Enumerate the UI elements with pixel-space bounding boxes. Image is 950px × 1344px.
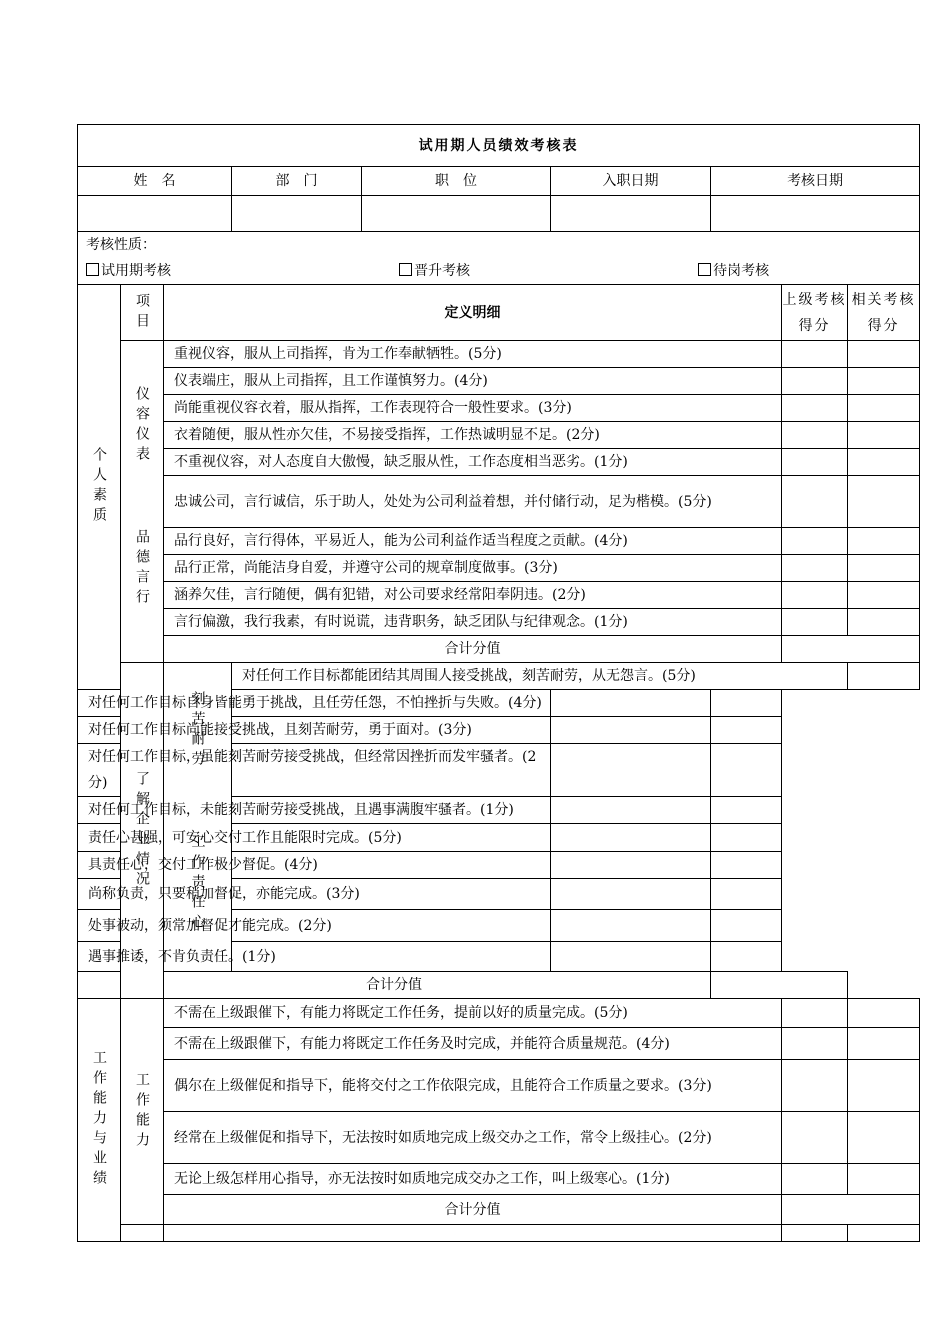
col-supervisor-score: 上级考核得分 <box>782 285 848 341</box>
subsection-ability: 工作能力 <box>121 999 164 1225</box>
subsection-responsibility: 工作责任心 <box>189 834 206 934</box>
supervisor-score-cell[interactable] <box>551 879 711 910</box>
total-label: 合计分值 <box>164 636 782 663</box>
col-detail-header: 定义明细 <box>164 285 782 341</box>
criteria-item: 涵养欠佳，言行随便，偶有犯错，对公司要求经常阳奉阴违。(2分) <box>164 582 782 609</box>
related-score-cell[interactable] <box>848 395 920 422</box>
total-score-cell[interactable] <box>782 1195 920 1225</box>
blank-cell <box>848 1225 920 1242</box>
blank-cell <box>121 1225 164 1242</box>
total-label: 合计分值 <box>78 972 711 999</box>
position-field[interactable] <box>362 196 551 232</box>
criteria-item: 品行正常，尚能洁身自爱，并遵守公司的规章制度做事。(3分) <box>164 555 782 582</box>
criteria-item: 重视仪容，服从上司指挥，肯为工作奉献牺牲。(5分) <box>164 341 782 368</box>
subsection-diligence: 刻苦耐劳 <box>189 691 206 771</box>
subsection-conduct: 品德言行 <box>134 528 150 609</box>
subsection-appearance-conduct <box>121 341 164 663</box>
related-score-cell[interactable] <box>848 1060 920 1112</box>
supervisor-score-cell[interactable] <box>551 942 711 972</box>
supervisor-score-cell[interactable] <box>782 555 848 582</box>
total-score-cell[interactable] <box>782 636 920 663</box>
related-score-cell[interactable] <box>711 879 782 910</box>
supervisor-score-cell[interactable] <box>782 1164 848 1195</box>
criteria-item: 品行良好，言行得体，平易近人，能为公司利益作适当程度之贡献。(4分) <box>164 528 782 555</box>
related-score-cell[interactable] <box>848 1164 920 1195</box>
section-enterprise: 了解企业情况 <box>121 663 164 999</box>
checkbox-icon[interactable] <box>698 263 711 276</box>
criteria-item: 对任何工作目标，虽能刻苦耐劳接受挑战，但经常因挫折而发牢骚者。(2分) <box>78 744 551 797</box>
criteria-item: 不需在上级跟催下，有能力将既定工作任务及时完成，并能符合质量规范。(4分) <box>164 1028 782 1060</box>
related-score-cell[interactable] <box>848 582 920 609</box>
related-score-cell[interactable] <box>848 555 920 582</box>
criteria-item: 具责任心，交付工作极少督促。(4分) <box>78 852 551 879</box>
appraisal-nature <box>78 232 920 285</box>
appraisal-date-field[interactable] <box>711 196 920 232</box>
option-probation[interactable]: 试用期考核 <box>86 258 171 284</box>
name-field[interactable] <box>78 196 232 232</box>
supervisor-score-cell[interactable] <box>551 824 711 852</box>
header-position: 职 位 <box>362 167 551 196</box>
criteria-item: 对任何工作目标自身皆能勇于挑战，且任劳任怨，不怕挫折与失败。(4分) <box>78 690 551 717</box>
related-score-cell[interactable] <box>848 476 920 528</box>
related-score-cell[interactable] <box>848 368 920 395</box>
criteria-item: 责任心甚强，可安心交付工作且能限时完成。(5分) <box>78 824 551 852</box>
subsection-appearance: 仪容仪表 <box>134 385 150 466</box>
supervisor-score-cell[interactable] <box>782 395 848 422</box>
col-related-score: 相关考核得分 <box>848 285 920 341</box>
supervisor-score-cell[interactable] <box>782 422 848 449</box>
supervisor-score-cell[interactable] <box>551 717 711 744</box>
related-score-cell[interactable] <box>848 609 920 636</box>
criteria-item: 不需在上级跟催下，有能力将既定工作任务，提前以好的质量完成。(5分) <box>164 999 782 1028</box>
supervisor-score-cell[interactable] <box>782 1112 848 1164</box>
criteria-item: 对任何工作目标，未能刻苦耐劳接受挑战，且遇事满腹牢骚者。(1分) <box>78 797 551 824</box>
blank-cell <box>782 1225 848 1242</box>
department-field[interactable] <box>232 196 362 232</box>
criteria-item: 对任何工作目标都能团结其周围人接受挑战，刻苦耐劳，从无怨言。(5分) <box>232 663 848 690</box>
supervisor-score-cell[interactable] <box>782 609 848 636</box>
supervisor-score-cell[interactable] <box>782 582 848 609</box>
criteria-item: 对任何工作目标尚能接受挑战，且刻苦耐劳，勇于面对。(3分) <box>78 717 551 744</box>
related-score-cell[interactable] <box>711 852 782 879</box>
supervisor-score-cell[interactable] <box>551 797 711 824</box>
criteria-item: 经常在上级催促和指导下，无法按时如质地完成上级交办之工作，常令上级挂心。(2分) <box>164 1112 782 1164</box>
header-entry-date: 入职日期 <box>551 167 711 196</box>
criteria-item: 处事被动，须常加督促才能完成。(2分) <box>78 910 551 942</box>
appraisal-form <box>77 124 920 1242</box>
entry-date-field[interactable] <box>551 196 711 232</box>
related-score-cell[interactable] <box>848 1112 920 1164</box>
header-appraisal-date: 考核日期 <box>711 167 920 196</box>
criteria-item: 尚称负责，只要稍加督促，亦能完成。(3分) <box>78 879 551 910</box>
supervisor-score-cell[interactable] <box>782 528 848 555</box>
criteria-item: 言行偏激，我行我素，有时说谎，违背职务，缺乏团队与纪律观念。(1分) <box>164 609 782 636</box>
related-score-cell[interactable] <box>711 910 782 942</box>
header-name: 姓 名 <box>78 167 232 196</box>
supervisor-score-cell[interactable] <box>551 852 711 879</box>
related-score-cell[interactable] <box>711 744 782 797</box>
criteria-item: 尚能重视仪容衣着，服从指挥，工作表现符合一般性要求。(3分) <box>164 395 782 422</box>
col-item-header: 项目 <box>121 285 164 341</box>
supervisor-score-cell[interactable] <box>551 744 711 797</box>
supervisor-score-cell[interactable] <box>551 910 711 942</box>
blank-cell <box>164 1225 782 1242</box>
criteria-item: 仪表端庄，服从上司指挥，且工作谨慎努力。(4分) <box>164 368 782 395</box>
nature-label: 考核性质： <box>86 237 156 253</box>
supervisor-score-cell[interactable] <box>782 1028 848 1060</box>
supervisor-score-cell[interactable] <box>782 1060 848 1112</box>
supervisor-score-cell[interactable] <box>551 690 711 717</box>
total-score-cell[interactable] <box>711 972 848 999</box>
supervisor-score-cell[interactable] <box>848 663 920 690</box>
related-score-cell[interactable] <box>711 717 782 744</box>
form-title: 试用期人员绩效考核表 <box>78 125 920 167</box>
header-department: 部 门 <box>232 167 362 196</box>
supervisor-score-cell[interactable] <box>782 999 848 1028</box>
related-score-cell[interactable] <box>848 999 920 1028</box>
criteria-item: 偶尔在上级催促和指导下，能将交付之工作依限完成，且能符合工作质量之要求。(3分) <box>164 1060 782 1112</box>
section-personal: 个人素质 <box>78 285 121 690</box>
criteria-item: 忠诚公司，言行诚信，乐于助人，处处为公司利益着想，并付储行动，足为楷模。(5分) <box>164 476 782 528</box>
section-ability: 工作能力与业绩 <box>78 999 121 1242</box>
related-score-cell[interactable] <box>711 824 782 852</box>
criteria-item: 不重视仪容，对人态度自大傲慢，缺乏服从性，工作态度相当恶劣。(1分) <box>164 449 782 476</box>
option-standby[interactable]: 待岗考核 <box>698 258 769 284</box>
checkbox-icon[interactable] <box>86 263 99 276</box>
checkbox-icon[interactable] <box>399 263 412 276</box>
related-score-cell[interactable] <box>711 690 782 717</box>
related-score-cell[interactable] <box>848 1028 920 1060</box>
related-score-cell[interactable] <box>711 942 782 972</box>
related-score-cell[interactable] <box>848 422 920 449</box>
total-label: 合计分值 <box>164 1195 782 1225</box>
supervisor-score-cell[interactable] <box>782 476 848 528</box>
criteria-item: 遇事推诿，不肯负责任。(1分) <box>78 942 551 972</box>
option-promotion[interactable]: 晋升考核 <box>399 258 470 284</box>
related-score-cell[interactable] <box>711 797 782 824</box>
criteria-item: 衣着随便，服从性亦欠佳，不易接受指挥，工作热诚明显不足。(2分) <box>164 422 782 449</box>
supervisor-score-cell[interactable] <box>782 341 848 368</box>
related-score-cell[interactable] <box>848 528 920 555</box>
related-score-cell[interactable] <box>848 449 920 476</box>
supervisor-score-cell[interactable] <box>782 449 848 476</box>
related-score-cell[interactable] <box>848 341 920 368</box>
criteria-item: 无论上级怎样用心指导，亦无法按时如质地完成交办之工作，叫上级寒心。(1分) <box>164 1164 782 1195</box>
supervisor-score-cell[interactable] <box>782 368 848 395</box>
